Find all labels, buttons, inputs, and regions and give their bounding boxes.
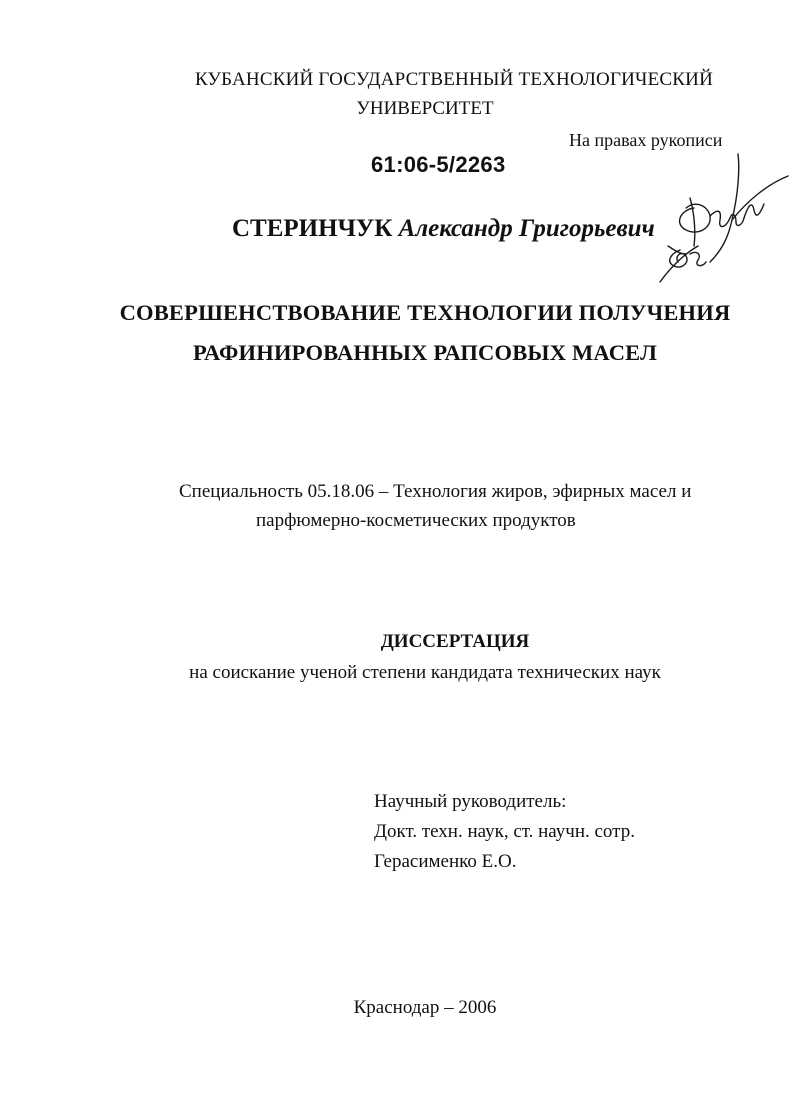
university-name-line2: УНИВЕРСИТЕТ — [356, 98, 494, 119]
university-name-line1: КУБАНСКИЙ ГОСУДАРСТВЕННЫЙ ТЕХНОЛОГИЧЕСКИЙ — [194, 69, 713, 90]
dissertation-title-line2: РАФИНИРОВАННЫХ РАПСОВЫХ МАСЕЛ — [192, 340, 658, 365]
specialty-line1: Специальность 05.18.06 – Технология жиров, эфирных масел и — [179, 481, 692, 502]
author-given-names: Александр Григорьевич — [398, 215, 655, 242]
catalog-code-stamp: 61:06-5/2263 — [371, 152, 506, 177]
specialty-line2: парфюмерно-косметических продуктов — [256, 510, 576, 531]
degree-description: на соискание ученой степени кандидата технических наук — [189, 662, 661, 683]
author-surname: СТЕРИНЧУК — [232, 215, 393, 242]
author-name — [232, 215, 655, 243]
supervisor-name: Герасименко Е.О. — [374, 851, 517, 872]
dissertation-label: ДИССЕРТАЦИЯ — [380, 631, 530, 652]
handwritten-signature-icon — [640, 150, 790, 290]
supervisor-label: Научный руководитель: — [374, 791, 567, 812]
supervisor-title: Докт. техн. наук, ст. научн. сотр. — [374, 821, 635, 842]
manuscript-rights-note: На правах рукописи — [569, 130, 723, 150]
dissertation-title-line1: СОВЕРШЕНСТВОВАНИЕ ТЕХНОЛОГИИ ПОЛУЧЕНИЯ — [119, 300, 731, 325]
city-year: Краснодар – 2006 — [353, 997, 497, 1018]
